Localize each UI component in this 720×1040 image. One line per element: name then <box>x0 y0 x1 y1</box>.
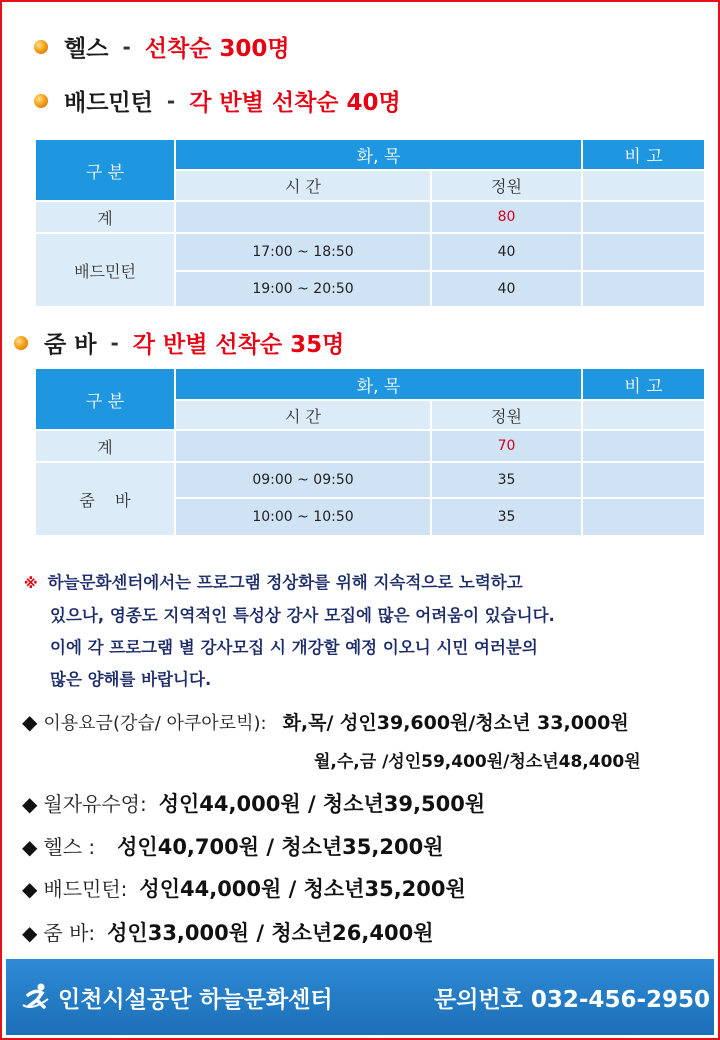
fee-lecture-second-line: 월,수,금 /성인59,400원/청소년48,400원 <box>314 752 641 772</box>
badminton-schedule-table <box>34 138 706 308</box>
badminton-title: 배드민턴 <box>64 90 153 116</box>
diamond-bullet-icon: ◆ <box>22 835 38 859</box>
fee-health <box>22 831 444 861</box>
badminton-heading <box>34 84 401 117</box>
fee-label: 헬스 : <box>43 835 96 859</box>
diamond-bullet-icon: ◆ <box>22 710 38 734</box>
class-time: 19:00 ~ 20:50 <box>175 271 431 307</box>
fee-value: 성인40,700원 / 청소년35,200원 <box>117 835 444 859</box>
fee-label: 월자유수영: <box>43 792 147 816</box>
fee-value: 성인44,000원 / 청소년39,500원 <box>158 792 486 816</box>
header-note: 비 고 <box>582 139 705 170</box>
table-row <box>35 462 705 498</box>
zumba-title: 줌 바 <box>44 332 97 358</box>
class-time: 09:00 ~ 09:50 <box>175 462 431 498</box>
fee-value: 성인33,000원 / 청소년26,400원 <box>107 921 434 945</box>
total-time-blank <box>175 430 431 462</box>
header-note-blank <box>582 170 705 201</box>
fee-value: 성인44,000원 / 청소년35,200원 <box>139 877 466 901</box>
class-capacity: 35 <box>431 498 582 536</box>
class-note <box>582 462 705 498</box>
program-label: 배드민턴 <box>35 233 175 307</box>
header-category: 구 분 <box>35 139 175 201</box>
notice-line <box>24 567 684 600</box>
heading-separator: - <box>122 34 131 59</box>
health-capacity: 선착순 300명 <box>144 36 290 62</box>
notice-line: 이에 각 프로그램 별 강사모집 시 개강할 예정 이오니 시민 여러분의 <box>50 638 538 657</box>
class-capacity: 35 <box>431 462 582 498</box>
footer-org-name: 인천시설공단 하늘문화센터 <box>58 987 333 1013</box>
header-days: 화, 목 <box>175 368 582 400</box>
diamond-bullet-icon: ◆ <box>22 921 38 945</box>
class-capacity: 40 <box>431 233 582 271</box>
class-note <box>582 233 705 271</box>
class-time: 10:00 ~ 10:50 <box>175 498 431 536</box>
zumba-schedule-table <box>34 367 706 537</box>
runner-logo-icon <box>20 981 52 1013</box>
fee-zumba <box>22 917 434 947</box>
header-capacity: 정원 <box>431 170 582 201</box>
diamond-bullet-icon: ◆ <box>22 792 38 816</box>
bullet-dot-icon <box>34 40 48 54</box>
fee-free-swim <box>22 788 485 818</box>
footer-contact-phone: 문의번호 032-456-2950 <box>434 987 711 1013</box>
class-capacity: 40 <box>431 271 582 307</box>
bullet-dot-icon <box>34 94 48 108</box>
zumba-capacity: 각 반별 선착순 35명 <box>132 332 345 358</box>
notice-line: 있으나, 영종도 지역적인 특성상 강사 모집에 많은 어려움이 있습니다. <box>50 606 555 625</box>
total-time-blank <box>175 201 431 233</box>
header-time: 시 간 <box>175 400 431 430</box>
fee-label: 줌 바: <box>43 921 96 945</box>
header-note-blank <box>582 400 705 430</box>
health-title: 헬스 <box>64 36 109 62</box>
header-time: 시 간 <box>175 170 431 201</box>
fee-label: 배드민턴: <box>43 877 128 901</box>
zumba-heading <box>14 326 344 359</box>
reference-mark-icon: ※ <box>24 576 38 592</box>
header-category: 구 분 <box>35 368 175 430</box>
footer-bar <box>6 959 714 1035</box>
total-capacity: 70 <box>431 430 582 462</box>
diamond-bullet-icon: ◆ <box>22 877 38 901</box>
total-note-blank <box>582 201 705 233</box>
fee-lecture <box>22 708 629 735</box>
badminton-capacity: 각 반별 선착순 40명 <box>189 90 401 116</box>
class-note <box>582 271 705 307</box>
program-label: 줌 바 <box>35 462 175 536</box>
notice-block <box>24 567 684 696</box>
notice-line: 많은 양해를 바랍니다. <box>50 670 212 689</box>
heading-separator: - <box>110 330 119 355</box>
class-note <box>582 498 705 536</box>
fee-value: 화,목/ 성인39,600원/청소년 33,000원 <box>282 712 629 734</box>
notice-text: 하늘문화센터에서는 프로그램 정상화를 위해 지속적으로 노력하고 <box>47 573 523 592</box>
header-note: 비 고 <box>582 368 705 400</box>
total-capacity: 80 <box>431 201 582 233</box>
total-label: 계 <box>35 430 175 462</box>
bullet-dot-icon <box>14 336 28 350</box>
fee-badminton <box>22 873 466 903</box>
total-label: 계 <box>35 201 175 233</box>
health-heading <box>34 30 290 63</box>
total-note-blank <box>582 430 705 462</box>
header-days: 화, 목 <box>175 139 582 170</box>
class-time: 17:00 ~ 18:50 <box>175 233 431 271</box>
heading-separator: - <box>166 88 176 113</box>
fee-label: 이용요금(강습/ 아쿠아로빅): <box>43 713 267 734</box>
table-row <box>35 233 705 271</box>
header-capacity: 정원 <box>431 400 582 430</box>
